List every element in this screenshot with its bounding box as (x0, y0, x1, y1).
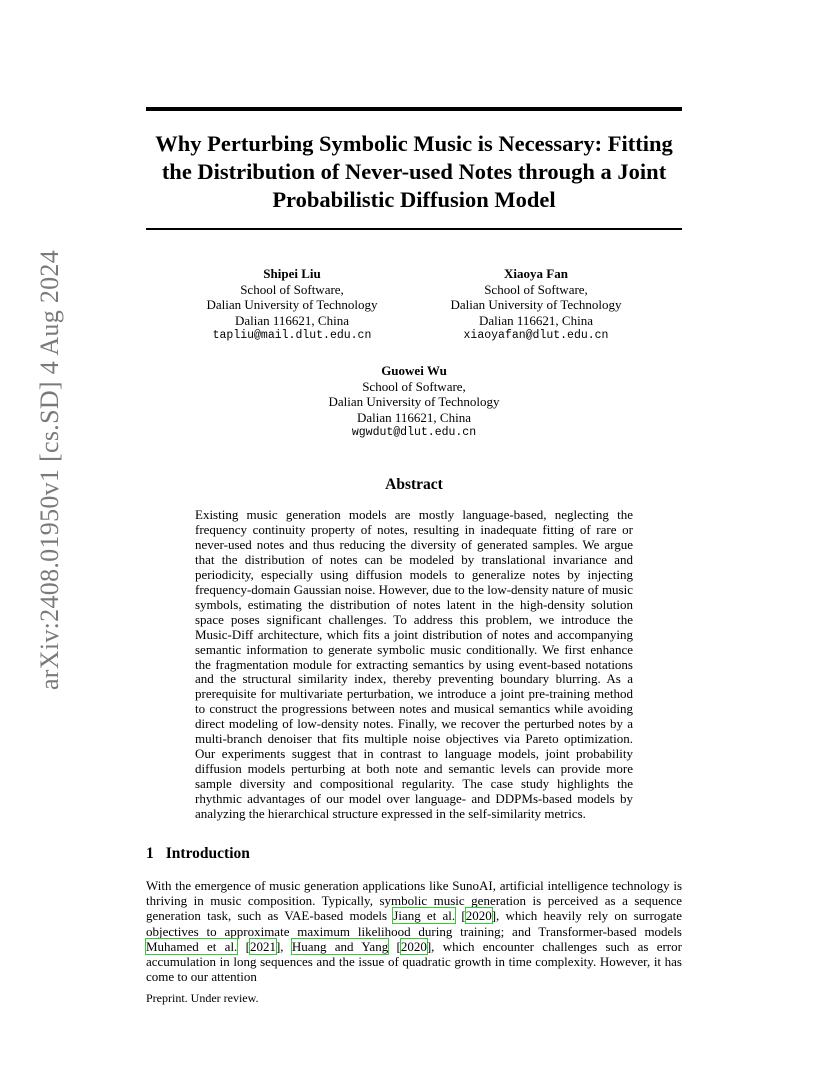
citation-year-link[interactable]: 2020 (400, 938, 427, 954)
intro-text: [ (237, 938, 250, 954)
intro-text: ], which heavily rely on surrogate objectives to approximate maximum likelihood during training; and Transformer-based models (146, 908, 682, 939)
citation-year-link[interactable]: 2020 (465, 908, 492, 924)
intro-text: ], which encounter challenges such as error accumulation in long sequences and the issue of quadratic growth in time complexity. However, it has come to our attention (146, 938, 682, 985)
author-university: Dalian University of Technology (328, 394, 500, 409)
section-title: Introduction (165, 845, 250, 862)
author-email: xiaoyafan@dlut.edu.cn (463, 329, 609, 342)
paper-title (146, 130, 682, 214)
title-line: Why Perturbing Symbolic Music is Necessary: Fitting (155, 131, 673, 156)
author-email: tapliu@mail.dlut.edu.cn (212, 329, 372, 342)
title-bottom-rule (146, 228, 682, 230)
title-top-rule (146, 107, 682, 111)
abstract-heading: Abstract (385, 476, 443, 493)
author-name: Guowei Wu (381, 363, 447, 378)
author-university: Dalian University of Technology (206, 297, 378, 312)
author-block (162, 266, 422, 344)
author-city: Dalian 116621, China (235, 312, 349, 328)
intro-text: [ (455, 908, 466, 924)
citation-link[interactable]: Huang and Yang (291, 938, 389, 954)
author-department: School of Software, (484, 281, 588, 297)
citation-link[interactable]: Jiang et al. (393, 908, 456, 924)
author-block (406, 266, 666, 344)
arxiv-identifier: arXiv:2408.01950v1 [cs.SD] 4 Aug 2024 (35, 249, 64, 691)
citation-year-link[interactable]: 2021 (249, 938, 276, 954)
title-line: Probabilistic Diffusion Model (272, 187, 556, 212)
intro-text: [ (388, 938, 401, 954)
intro-text: With the emergence of music generation applications like SunoAI, artificial intelligence technology is thriving in music composition. Typically, symbolic music generation is perceived as a sequence generation task, such as VAE-based models (146, 878, 682, 924)
abstract-text: Existing music generation models are mostly language-based, neglecting the frequency continuity property of notes, resulting in inadequate fitting of rare or never-used notes and thus reducing the diversity of generated samples. We argue that the distribution of notes can be modeled by translational invariance and periodicity, especially using diffusion models to generalize notes by injecting frequency-domain Gaussian noise. However, due to the low-density nature of music symbols, estimating the distribution of notes latent in the high-density solution space poses significant challenges. To address this problem, we introduce the Music-Diff architecture, which fits a joint distribution of notes and accompanying semantic information to generate symbolic music conditionally. We first enhance the fragmentation module for extracting semantics by using event-based notations and the structural similarity index, thereby preventing boundary blurring. As a prerequisite for multivariate perturbation, we introduce a joint pre-training method to construct the progressions between notes and musical semantics while avoiding direct modeling of low-density notes. Finally, we recover the perturbed notes by a multi-branch denoiser that fits multiple noise objectives via Pareto optimization. Our experiments suggest that in contrast to language models, joint probability diffusion models perturbing at both note and semantic levels can provide more sample diversity and compositional regularity. The case study highlights the rhythmic advantages of our model over language- and DDPMs-based models by analyzing the hierarchical structure expressed in the self-similarity metrics. (195, 507, 633, 822)
author-block (284, 363, 544, 441)
author-email: wgwdut@dlut.edu.cn (351, 426, 477, 439)
intro-paragraph (146, 878, 682, 984)
author-department: School of Software, (240, 281, 344, 297)
citation-link[interactable]: Muhamed et al. (146, 938, 238, 954)
intro-text: ], (275, 938, 292, 954)
author-name: Shipei Liu (263, 266, 321, 281)
title-line: the Distribution of Never-used Notes through a Joint (161, 159, 667, 184)
author-city: Dalian 116621, China (479, 312, 593, 328)
author-department: School of Software, (362, 378, 466, 394)
section-number: 1 (146, 845, 154, 862)
author-city: Dalian 116621, China (357, 409, 471, 425)
author-name: Xiaoya Fan (504, 266, 568, 281)
footer-note: Preprint. Under review. (146, 991, 259, 1005)
author-university: Dalian University of Technology (450, 297, 622, 312)
section-heading (146, 845, 250, 863)
